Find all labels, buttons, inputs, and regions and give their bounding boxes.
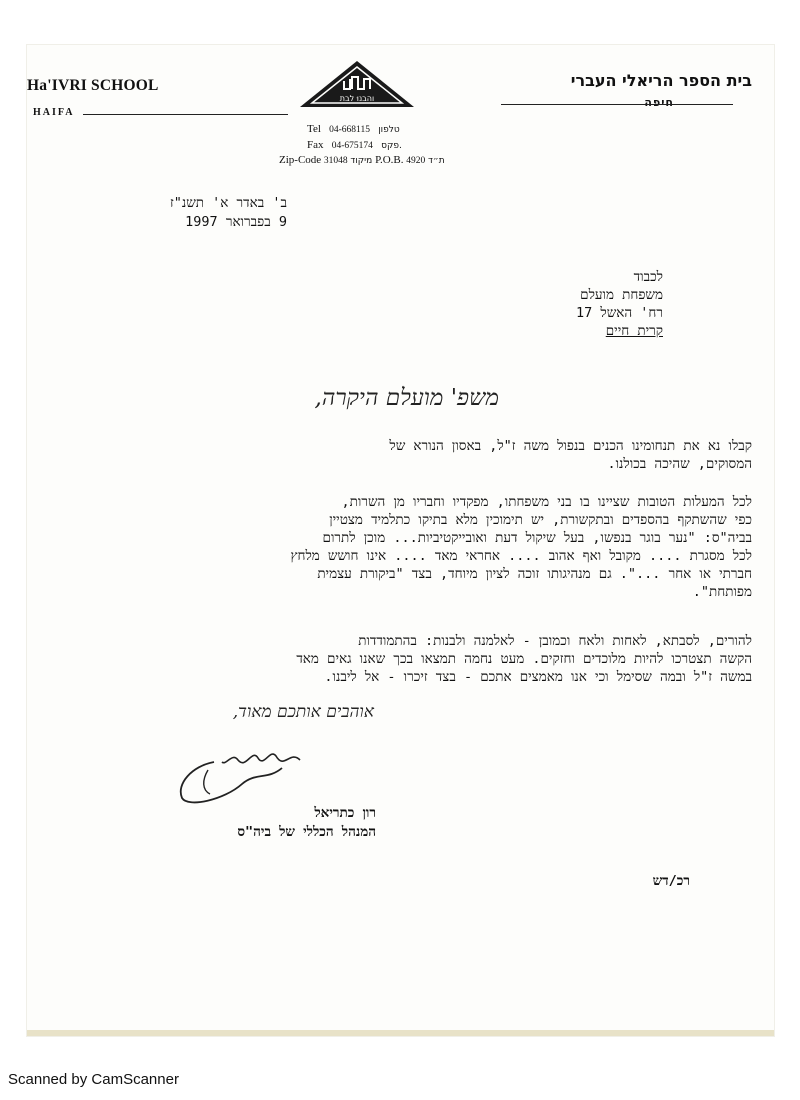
paragraph-line: המסוקים, שהיכה בכולנו. xyxy=(607,456,752,472)
zip-label: Zip-Code xyxy=(279,154,322,166)
letterhead-rule-right xyxy=(501,104,733,105)
paragraph-line: חברתי או אחר ...". גם מנהיגותו זוכה לציון מיוחד, בצד "ביקורת עצמית xyxy=(317,566,752,582)
paragraph-line: לכל מסגרת .... מקובל ואף אהוב .... אחראי מאד .... אינו חושש מלחץ xyxy=(290,548,752,564)
paragraph-praise xyxy=(290,493,752,601)
closing-handwritten: אוהבים אותכם מאוד, xyxy=(232,702,374,722)
paragraph-line: לכל המעלות הטובות שציינו בו בני משפחתו, מפקדיו וחבריו מן השרות, xyxy=(341,494,752,510)
signer-name: רון כתריאל xyxy=(314,805,376,821)
city-name-english: HAIFA xyxy=(33,107,75,118)
salutation-handwritten: משפ' מועלם היקרה, xyxy=(314,385,499,411)
date-gregorian: 9 בפברואר 1997 xyxy=(185,214,287,230)
logo-text: והבנוּ לבת xyxy=(339,94,375,103)
recipient-line-4 xyxy=(463,323,663,339)
scanner-watermark: Scanned by CamScanner xyxy=(8,1071,179,1088)
paragraph-line: בביה"ס: "נער בוגר בנפשו, בעל שיקול דעת ואובייקטיביות... מוכן לתרום xyxy=(322,530,752,546)
fax-label-hebrew: פקס. xyxy=(381,140,402,151)
recipient-line-3: רח' האשל 17 xyxy=(575,305,663,321)
contact-zip-pob xyxy=(279,153,445,169)
contact-fax xyxy=(307,138,445,154)
tel-label: Tel xyxy=(307,123,321,135)
recipient-line-2: משפחת מועלם xyxy=(580,287,663,303)
zip-label-hebrew: מיקוד xyxy=(350,156,373,166)
paragraph-line: קבלו נא את תנחומינו הכנים בנפול משה ז"ל, באסון הנורא של xyxy=(389,438,752,454)
pob-number: 4920 xyxy=(406,156,426,166)
paragraph-condolence xyxy=(389,437,752,473)
paragraph-line: במשה ז"ל ובמה שסימל וכי אנו מאמצים אתכם - בצד זיכרו - אל ליבנו. xyxy=(324,669,752,685)
letterhead-rule-left xyxy=(83,114,288,115)
paragraph-family xyxy=(296,632,752,686)
zip-number: 31048 xyxy=(323,156,348,166)
fax-label: Fax xyxy=(307,138,324,151)
city-name-hebrew: חיפה xyxy=(644,96,674,109)
signer-title: המנהל הכללי של ביה"ס xyxy=(237,824,376,840)
tel-label-hebrew: טלפון xyxy=(378,125,400,135)
paragraph-line: הקשה תצטרכו להיות מלוכדים וחזקים. מעט נחמה תמצאו בכך שאנו גאים מאד xyxy=(296,651,752,667)
pob-label-hebrew: ת״ד xyxy=(428,156,445,166)
reference-initials: רכ/דש xyxy=(652,873,690,889)
school-logo xyxy=(292,57,422,109)
paragraph-line: כפי שהשתקף בהספדים ובתקשורת, יש תימוכין מלא בתיקו כתלמיד מצטיין xyxy=(329,512,752,528)
letter-page xyxy=(27,45,774,1036)
school-name-hebrew: בית הספר הריאלי העברי xyxy=(570,71,752,90)
signature-drawing xyxy=(172,740,322,812)
contact-tel xyxy=(307,122,445,138)
paragraph-line: מפותחת". xyxy=(692,584,752,600)
paragraph-line: להורים, לסבתא, לאחות ולאח וכמובן - לאלמנה ולבנות: בהתמודדות xyxy=(358,633,752,649)
school-name-english: Ha'IVRI SCHOOL xyxy=(27,77,159,94)
date-hebrew: ב' באדר א' תשנ"ז xyxy=(169,195,287,211)
recipient-city: קרית חיים xyxy=(605,323,663,339)
contact-block xyxy=(279,122,445,169)
pob-label: P.O.B. xyxy=(375,154,404,166)
recipient-line-1: לכבוד xyxy=(633,269,663,285)
tel-number: 04-668115 xyxy=(329,125,370,135)
fax-number: 04-675174 xyxy=(331,140,373,151)
